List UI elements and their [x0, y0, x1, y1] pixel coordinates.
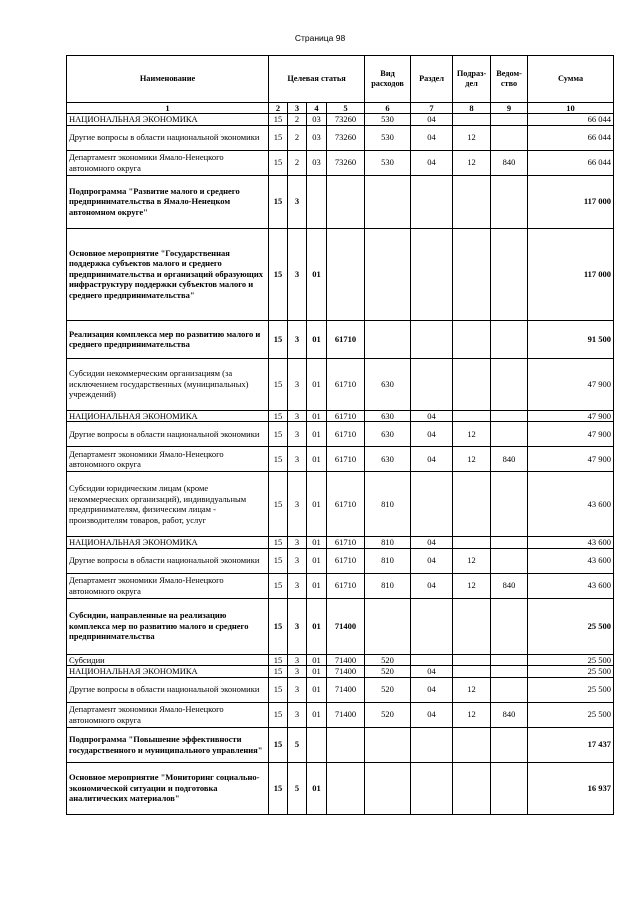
- expense-type: 810: [365, 537, 411, 549]
- row-name: Субсидии: [67, 654, 269, 666]
- subsection: [453, 727, 491, 762]
- row-name: Другие вопросы в области национальной экономики: [67, 422, 269, 447]
- code-program: 15: [269, 548, 288, 573]
- section: 04: [411, 666, 453, 678]
- code-activity: [307, 175, 327, 228]
- department-code: [491, 125, 528, 150]
- header-sum: Сумма: [528, 56, 614, 103]
- column-number: 8: [453, 103, 491, 114]
- subsection: [453, 537, 491, 549]
- code-direction: 71400: [327, 654, 365, 666]
- department-code: [491, 422, 528, 447]
- code-activity: 01: [307, 410, 327, 422]
- section: 04: [411, 548, 453, 573]
- sum-value: 43 600: [528, 472, 614, 537]
- table-row: [67, 727, 614, 762]
- code-subprogram: 5: [288, 727, 307, 762]
- sum-value: 25 500: [528, 666, 614, 678]
- code-subprogram: 3: [288, 358, 307, 410]
- expense-type: 630: [365, 447, 411, 472]
- department-code: [491, 762, 528, 814]
- sum-value: 25 500: [528, 598, 614, 654]
- expense-type: 530: [365, 125, 411, 150]
- column-number: 4: [307, 103, 327, 114]
- code-program: 15: [269, 537, 288, 549]
- section: 04: [411, 125, 453, 150]
- department-code: [491, 537, 528, 549]
- sum-value: 16 937: [528, 762, 614, 814]
- sum-value: 25 500: [528, 702, 614, 727]
- section: [411, 762, 453, 814]
- code-program: 15: [269, 175, 288, 228]
- code-activity: 01: [307, 573, 327, 598]
- section: [411, 358, 453, 410]
- table-row: [67, 472, 614, 537]
- expense-type: 810: [365, 548, 411, 573]
- subsection: 12: [453, 573, 491, 598]
- subsection: [453, 228, 491, 320]
- column-number: 9: [491, 103, 528, 114]
- subsection: [453, 358, 491, 410]
- code-direction: [327, 228, 365, 320]
- code-subprogram: 3: [288, 175, 307, 228]
- code-program: 15: [269, 228, 288, 320]
- code-direction: 61710: [327, 548, 365, 573]
- code-subprogram: 2: [288, 125, 307, 150]
- sum-value: 25 500: [528, 654, 614, 666]
- sum-value: 43 600: [528, 548, 614, 573]
- table-row: [67, 358, 614, 410]
- sum-value: 47 900: [528, 358, 614, 410]
- code-subprogram: 3: [288, 410, 307, 422]
- code-activity: 01: [307, 358, 327, 410]
- code-activity: 03: [307, 150, 327, 175]
- sum-value: 66 044: [528, 114, 614, 126]
- sum-value: 66 044: [528, 150, 614, 175]
- subsection: 12: [453, 447, 491, 472]
- code-activity: 01: [307, 702, 327, 727]
- code-subprogram: 3: [288, 598, 307, 654]
- section: 04: [411, 677, 453, 702]
- code-program: 15: [269, 472, 288, 537]
- table-row: [67, 677, 614, 702]
- table-row: [67, 114, 614, 126]
- row-name: Департамент экономики Ямало-Ненецкого автономного округа: [67, 573, 269, 598]
- expense-type: [365, 228, 411, 320]
- section: [411, 654, 453, 666]
- code-program: 15: [269, 150, 288, 175]
- section: 04: [411, 573, 453, 598]
- code-direction: [327, 762, 365, 814]
- row-name: НАЦИОНАЛЬНАЯ ЭКОНОМИКА: [67, 410, 269, 422]
- sum-value: 47 900: [528, 447, 614, 472]
- code-activity: [307, 727, 327, 762]
- code-subprogram: 2: [288, 114, 307, 126]
- code-direction: 73260: [327, 125, 365, 150]
- department-code: [491, 472, 528, 537]
- table-header-row: [67, 56, 614, 103]
- code-activity: 01: [307, 654, 327, 666]
- table-row: [67, 320, 614, 358]
- header-subsection: Подраз-дел: [453, 56, 491, 103]
- section: 04: [411, 114, 453, 126]
- expense-type: 520: [365, 702, 411, 727]
- sum-value: 43 600: [528, 573, 614, 598]
- table-row: [67, 702, 614, 727]
- department-code: 840: [491, 150, 528, 175]
- column-number: 3: [288, 103, 307, 114]
- department-code: [491, 410, 528, 422]
- row-name: Подпрограмма "Развитие малого и среднего предпринимательства в Ямало-Ненецком автономном округе": [67, 175, 269, 228]
- code-activity: 01: [307, 320, 327, 358]
- expense-type: [365, 762, 411, 814]
- row-name: Департамент экономики Ямало-Ненецкого автономного округа: [67, 702, 269, 727]
- code-direction: 71400: [327, 702, 365, 727]
- table-row: [67, 548, 614, 573]
- code-program: 15: [269, 702, 288, 727]
- table-row: [67, 666, 614, 678]
- code-program: 15: [269, 727, 288, 762]
- code-activity: 01: [307, 666, 327, 678]
- code-subprogram: 3: [288, 228, 307, 320]
- code-direction: 73260: [327, 114, 365, 126]
- expense-type: 630: [365, 410, 411, 422]
- code-direction: 71400: [327, 598, 365, 654]
- code-subprogram: 3: [288, 320, 307, 358]
- table-body: [67, 114, 614, 815]
- section: [411, 228, 453, 320]
- table-row: [67, 654, 614, 666]
- code-activity: 01: [307, 677, 327, 702]
- code-direction: 61710: [327, 422, 365, 447]
- code-subprogram: 3: [288, 447, 307, 472]
- department-code: [491, 548, 528, 573]
- sum-value: 43 600: [528, 537, 614, 549]
- row-name: Основное мероприятие "Государственная поддержка субъектов малого и среднего предпринимательства и организаций образующих инфраструктуру поддержки субъектов малого и среднего предпринимательства": [67, 228, 269, 320]
- expense-type: 520: [365, 654, 411, 666]
- budget-table: [66, 55, 614, 815]
- section: 04: [411, 410, 453, 422]
- code-subprogram: 3: [288, 666, 307, 678]
- code-program: 15: [269, 320, 288, 358]
- section: 04: [411, 422, 453, 447]
- code-activity: 01: [307, 422, 327, 447]
- code-activity: 01: [307, 762, 327, 814]
- code-program: 15: [269, 573, 288, 598]
- code-program: 15: [269, 447, 288, 472]
- department-code: 840: [491, 447, 528, 472]
- subsection: 12: [453, 150, 491, 175]
- row-name: Субсидии юридическим лицам (кроме некоммерческих организаций), индивидуальным предпринимателям, физическим лицам - производителям товаров, работ, услуг: [67, 472, 269, 537]
- code-activity: 03: [307, 125, 327, 150]
- subsection: [453, 175, 491, 228]
- sum-value: 66 044: [528, 125, 614, 150]
- subsection: 12: [453, 548, 491, 573]
- column-number: 7: [411, 103, 453, 114]
- table-row: [67, 762, 614, 814]
- table-row: [67, 175, 614, 228]
- code-subprogram: 3: [288, 702, 307, 727]
- row-name: НАЦИОНАЛЬНАЯ ЭКОНОМИКА: [67, 666, 269, 678]
- sum-value: 117 000: [528, 175, 614, 228]
- page-number-label: Страница 98: [294, 33, 346, 43]
- code-subprogram: 3: [288, 537, 307, 549]
- row-name: Другие вопросы в области национальной экономики: [67, 548, 269, 573]
- expense-type: 530: [365, 150, 411, 175]
- code-program: 15: [269, 666, 288, 678]
- subsection: 12: [453, 702, 491, 727]
- department-code: 840: [491, 573, 528, 598]
- code-subprogram: 5: [288, 762, 307, 814]
- code-subprogram: 3: [288, 422, 307, 447]
- code-direction: 71400: [327, 677, 365, 702]
- subsection: 12: [453, 677, 491, 702]
- section: 04: [411, 150, 453, 175]
- code-subprogram: 3: [288, 677, 307, 702]
- code-direction: [327, 727, 365, 762]
- row-name: Субсидии некоммерческим организациям (за исключением государственных (муниципальных) учреждений): [67, 358, 269, 410]
- expense-type: 630: [365, 358, 411, 410]
- table-row: [67, 598, 614, 654]
- table-row: [67, 228, 614, 320]
- subsection: [453, 320, 491, 358]
- code-direction: 61710: [327, 447, 365, 472]
- header-name: Наименование: [67, 56, 269, 103]
- code-direction: [327, 175, 365, 228]
- code-program: 15: [269, 598, 288, 654]
- department-code: [491, 114, 528, 126]
- table-row: [67, 410, 614, 422]
- code-subprogram: 3: [288, 472, 307, 537]
- department-code: [491, 228, 528, 320]
- row-name: Подпрограмма "Повышение эффективности государственного и муниципального управления": [67, 727, 269, 762]
- expense-type: 530: [365, 114, 411, 126]
- section: [411, 727, 453, 762]
- sum-value: 47 900: [528, 410, 614, 422]
- row-name: НАЦИОНАЛЬНАЯ ЭКОНОМИКА: [67, 114, 269, 126]
- column-number-row: [67, 103, 614, 114]
- code-direction: 61710: [327, 573, 365, 598]
- row-name: Другие вопросы в области национальной экономики: [67, 125, 269, 150]
- code-direction: 61710: [327, 410, 365, 422]
- column-number: 6: [365, 103, 411, 114]
- column-number: 2: [269, 103, 288, 114]
- code-direction: 71400: [327, 666, 365, 678]
- column-number: 10: [528, 103, 614, 114]
- department-code: [491, 320, 528, 358]
- subsection: [453, 114, 491, 126]
- table-row: [67, 537, 614, 549]
- section: [411, 320, 453, 358]
- expense-type: 520: [365, 666, 411, 678]
- code-subprogram: 3: [288, 548, 307, 573]
- section: [411, 598, 453, 654]
- code-direction: 61710: [327, 537, 365, 549]
- code-activity: 03: [307, 114, 327, 126]
- code-activity: 01: [307, 548, 327, 573]
- subsection: [453, 472, 491, 537]
- expense-type: 810: [365, 573, 411, 598]
- header-section: Раздел: [411, 56, 453, 103]
- code-subprogram: 3: [288, 573, 307, 598]
- row-name: НАЦИОНАЛЬНАЯ ЭКОНОМИКА: [67, 537, 269, 549]
- section: [411, 472, 453, 537]
- sum-value: 47 900: [528, 422, 614, 447]
- row-name: Департамент экономики Ямало-Ненецкого автономного округа: [67, 150, 269, 175]
- code-activity: 01: [307, 598, 327, 654]
- code-program: 15: [269, 125, 288, 150]
- department-code: [491, 677, 528, 702]
- section: 04: [411, 702, 453, 727]
- department-code: [491, 175, 528, 228]
- subsection: 12: [453, 422, 491, 447]
- section: 04: [411, 537, 453, 549]
- row-name: Другие вопросы в области национальной экономики: [67, 677, 269, 702]
- header-target-article: Целевая статья: [269, 56, 365, 103]
- department-code: [491, 358, 528, 410]
- department-code: [491, 727, 528, 762]
- code-program: 15: [269, 410, 288, 422]
- expense-type: [365, 598, 411, 654]
- expense-type: 630: [365, 422, 411, 447]
- sum-value: 91 500: [528, 320, 614, 358]
- expense-type: [365, 727, 411, 762]
- subsection: [453, 762, 491, 814]
- row-name: Реализация комплекса мер по развитию малого и среднего предпринимательства: [67, 320, 269, 358]
- sum-value: 25 500: [528, 677, 614, 702]
- subsection: 12: [453, 125, 491, 150]
- row-name: Департамент экономики Ямало-Ненецкого автономного округа: [67, 447, 269, 472]
- code-activity: 01: [307, 537, 327, 549]
- expense-type: [365, 320, 411, 358]
- table-row: [67, 125, 614, 150]
- section: 04: [411, 447, 453, 472]
- header-expense-type: Вид расходов: [365, 56, 411, 103]
- expense-type: 810: [365, 472, 411, 537]
- code-subprogram: 2: [288, 150, 307, 175]
- department-code: [491, 666, 528, 678]
- subsection: [453, 654, 491, 666]
- table-row: [67, 150, 614, 175]
- code-program: 15: [269, 762, 288, 814]
- table-row: [67, 422, 614, 447]
- code-direction: 61710: [327, 320, 365, 358]
- column-number: 1: [67, 103, 269, 114]
- expense-type: 520: [365, 677, 411, 702]
- code-subprogram: 3: [288, 654, 307, 666]
- row-name: Субсидии, направленные на реализацию комплекса мер по развитию малого и среднего предпринимательства: [67, 598, 269, 654]
- table-row: [67, 447, 614, 472]
- code-program: 15: [269, 677, 288, 702]
- code-activity: 01: [307, 447, 327, 472]
- expense-type: [365, 175, 411, 228]
- row-name: Основное мероприятие "Мониторинг социально-экономической ситуации и подготовка аналитических материалов": [67, 762, 269, 814]
- code-direction: 61710: [327, 472, 365, 537]
- subsection: [453, 666, 491, 678]
- code-activity: 01: [307, 228, 327, 320]
- department-code: 840: [491, 702, 528, 727]
- code-direction: 61710: [327, 358, 365, 410]
- section: [411, 175, 453, 228]
- department-code: [491, 654, 528, 666]
- code-program: 15: [269, 358, 288, 410]
- header-department: Ведом-ство: [491, 56, 528, 103]
- code-program: 15: [269, 114, 288, 126]
- table-row: [67, 573, 614, 598]
- subsection: [453, 598, 491, 654]
- subsection: [453, 410, 491, 422]
- code-program: 15: [269, 422, 288, 447]
- code-program: 15: [269, 654, 288, 666]
- code-activity: 01: [307, 472, 327, 537]
- sum-value: 17 437: [528, 727, 614, 762]
- column-number: 5: [327, 103, 365, 114]
- sum-value: 117 000: [528, 228, 614, 320]
- code-direction: 73260: [327, 150, 365, 175]
- department-code: [491, 598, 528, 654]
